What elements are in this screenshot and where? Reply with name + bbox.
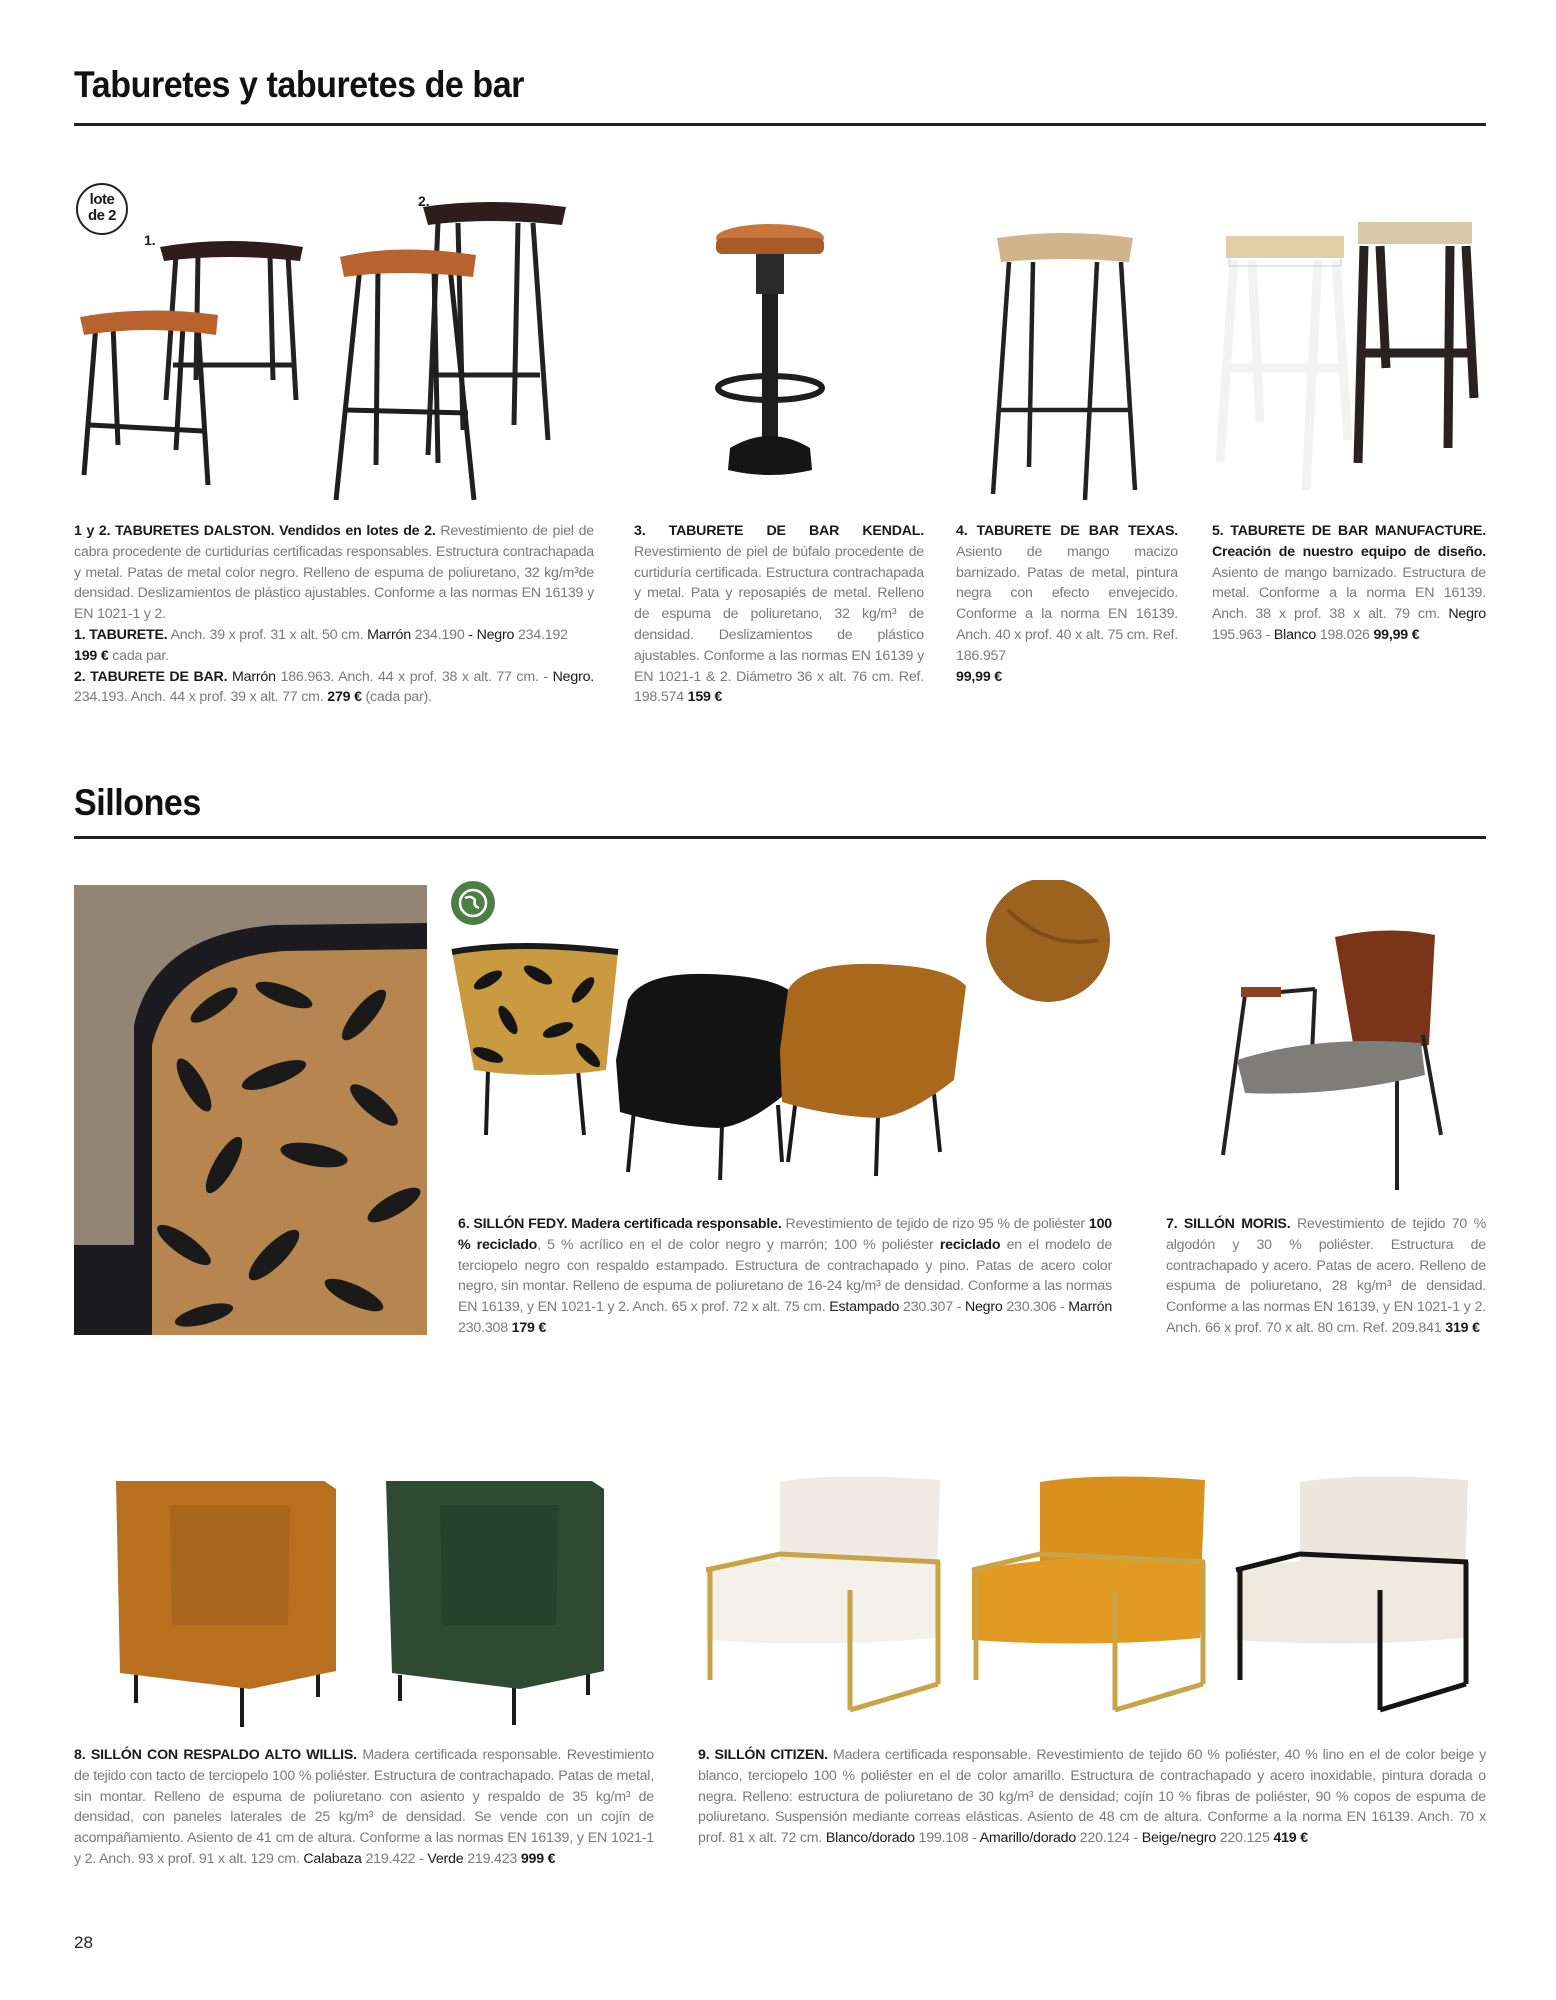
fedy-description: 6. SILLÓN FEDY. Madera certificada responsable. Revestimiento de tejido de rizo 95 % de poliéster 100 % reciclado, 5 % acrílico en el de color negro y marrón; 100 % poliéster reciclado en el modelo de terciopelo negro con respaldo estampado. Estructura de contrachapado y pino. Patas de acero color negro, sin montar. Relleno de espuma de poliuretano de 16-24 kg/m³ de densidad. Conforme a las normas EN 16139, y EN 1021-1 y 2. Anch. 65 x prof. 72 x alt. 75 cm. Estampado 230.307 - Negro 230.306 - Marrón 230.308 179 €	[458, 1216, 1113, 1336]
lot-badge-line2: de 2	[87, 207, 116, 224]
willis-armchairs-image	[110, 1475, 620, 1745]
page-number: 28	[74, 1933, 93, 1952]
manufacture-stools-image	[1210, 218, 1490, 493]
texas-stool-image	[985, 232, 1145, 502]
section-title-armchairs: Sillones	[74, 782, 201, 823]
lot-badge-line1: lote	[89, 191, 115, 208]
moris-description: 7. SILLÓN MORIS. Revestimiento de tejido 70 % algodón y 30 % poliéster. Estructura de contrachapado y acero. Patas de acero. Relleno de espuma de poliuretano, 28 kg/m³ de densidad. Conforme a las normas EN 16139, y EN 1021-1 y 2. Anch. 66 x prof. 70 x alt. 80 cm. Ref. 209.841 319 €	[1166, 1216, 1487, 1336]
fabric-closeup-image	[74, 885, 427, 1335]
label-2: 2.	[418, 193, 430, 209]
texas-description: 4. TABURETE DE BAR TEXAS. Asiento de mango macizo barnizado. Patas de metal, pintura negra con efecto envejecido. Conforme a la norma EN 16139. Anch. 40 x prof. 40 x alt. 75 cm. Ref. 186.957 99,99 €	[956, 523, 1178, 685]
citizen-description: 9. SILLÓN CITIZEN. Madera certificada responsable. Revestimiento de tejido 60 % poliéster, 40 % lino en el de color beige y blanco, terciopelo 100 % poliéster en el de color amarillo. Estructura de contrachapado y acero inoxidable, pintura dorada o negra. Relleno: estructura de poliuretano de 30 kg/m³ de densidad; cojín 10 % fibras de poliéster, 90 % copos de espuma de poliuretano. Suspensión mediante correas elásticas. Asiento de 48 cm de altura. Conforme a la norma EN 16139. Anch. 70 x prof. 81 x alt. 72 cm. Blanco/dorado 199.108 - Amarillo/dorado 220.124 - Beige/negro 220.125 419 €	[698, 1747, 1486, 1847]
citizen-armchairs-image	[700, 1470, 1490, 1720]
fedy-armchairs-image	[448, 880, 1128, 1180]
manufacture-description: 5. TABURETE DE BAR MANUFACTURE. Creación de nuestro equipo de diseño. Asiento de mango barnizado. Estructura de metal. Conforme a la norma EN 16139. Anch. 38 x prof. 38 x alt. 79 cm. Negro 195.963 - Blanco 198.026 99,99 €	[1212, 523, 1486, 643]
section-divider	[74, 836, 1486, 839]
dalston-description: 1 y 2. TABURETES DALSTON. Vendidos en lotes de 2. Revestimiento de piel de cabra procedente de curtidurías certificadas responsables. Estructura contrachapada y metal. Patas de metal color negro. Relleno de espuma de poliuretano, 32 kg/m³de densidad. Deslizamientos de plástico ajustables. Conforme a las normas EN 16139 y EN 1021-1 y 2. 1. TABURETE. Anch. 39 x prof. 31 x alt. 50 cm. Marrón 234.190 - Negro 234.192 199 € cada par. 2. TABURETE DE BAR. Marrón 186.963. Anch. 44 x prof. 38 x alt. 77 cm. - Negro. 234.193. Anch. 44 x prof. 39 x alt. 77 cm. 279 € (cada par).	[74, 523, 595, 706]
dalston-stools-image	[78, 195, 598, 505]
label-1: 1.	[144, 232, 156, 248]
section-divider	[74, 123, 1486, 126]
willis-description: 8. SILLÓN CON RESPALDO ALTO WILLIS. Madera certificada responsable. Revestimiento de tejido con tacto de terciopelo 100 % poliéster. Estructura de contrachapado. Patas de metal, sin montar. Relleno de espuma de poliuretano con asiento y respaldo de 35 kg/m³ de densidad, con paneles laterales de 25 kg/m³ de densidad. Se vende con un cojín de acompañamiento. Asiento de 41 cm de altura. Conforme a las normas EN 16139, y EN 1021-1 y 2. Anch. 93 x prof. 91 x alt. 129 cm. Calabaza 219.422 - Verde 219.423 999 €	[74, 1747, 654, 1867]
kendal-stool-image	[700, 218, 840, 480]
kendal-description: 3. TABURETE DE BAR KENDAL. Revestimiento de piel de búfalo procedente de curtiduría certificada. Estructura contrachapada y metal. Pata y reposapiés de metal. Relleno de espuma de poliuretano, 32 kg/m³ de densidad. Deslizamientos de plástico ajustables. Conforme a las normas EN 16139 y EN 1021-1 & 2. Diámetro 36 x alt. 76 cm. Ref. 198.574 159 €	[634, 523, 924, 706]
section-title-stools: Taburetes y taburetes de bar	[74, 64, 524, 105]
moris-armchair-image	[1215, 925, 1455, 1195]
